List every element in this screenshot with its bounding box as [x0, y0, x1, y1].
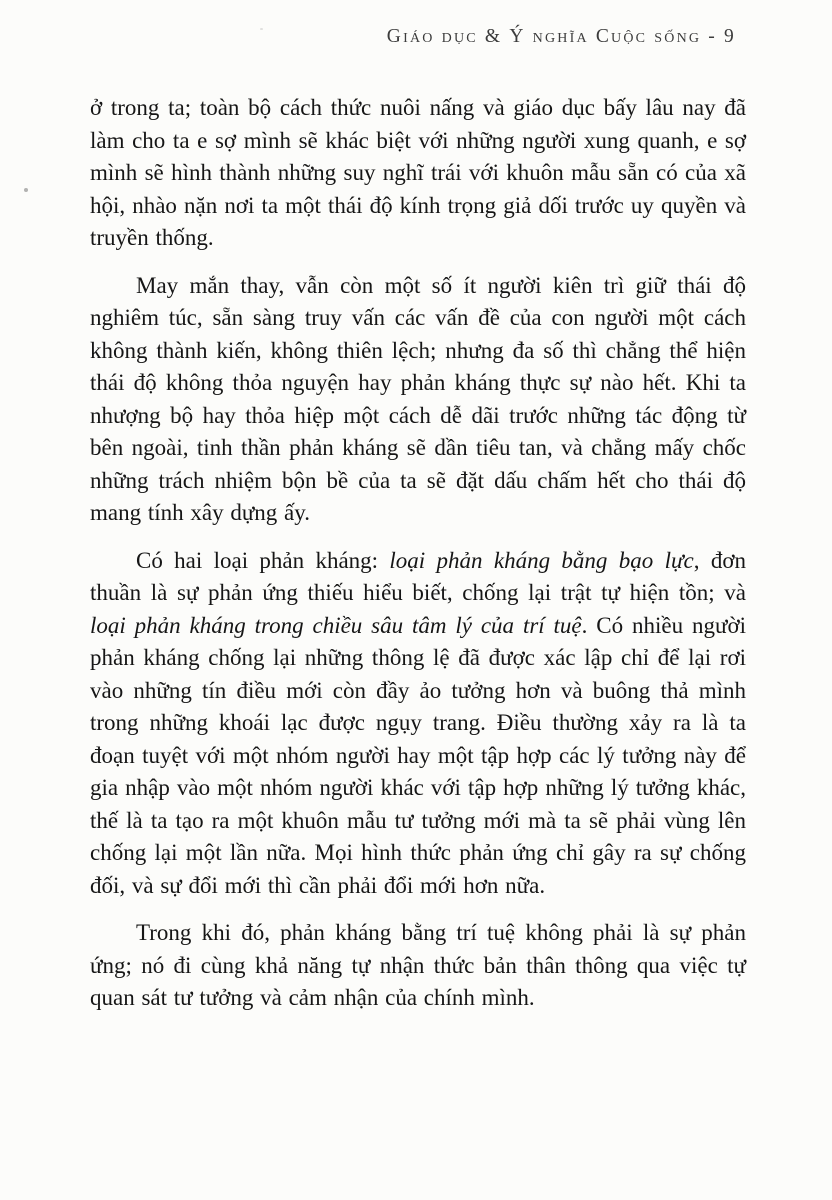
paragraph-4: [90, 917, 746, 1015]
text-run-italic: loại phản kháng trong chiều sâu tâm lý của trí tuệ: [90, 612, 582, 638]
scan-speck: [24, 188, 28, 192]
text-run: ở trong ta; toàn bộ cách thức nuôi nấng và giáo dục bấy lâu nay đã làm cho ta e sợ mình sẽ khác biệt với những người xung quanh, e sợ mình sẽ hình thành những suy nghĩ trái với khuôn mẫu sẵn có của xã hội, nhào nặn nơi ta một thái độ kính trọng giả dối trước uy quyền và truyền thống.: [90, 95, 746, 250]
running-header-text: Giáo dục & Ý nghĩa Cuộc sống - 9: [386, 26, 736, 47]
text-run: . Có nhiều người phản kháng chống lại những thông lệ đã được xác lập chỉ để lại rơi vào những tín điều mới còn đầy ảo tưởng hơn và buông thả mình trong những khoái lạc được ngụy trang. Điều thường xảy ra là ta đoạn tuyệt với một nhóm người hay một tập hợp các lý tưởng này để gia nhập vào một nhóm người khác với tập hợp những lý tưởng khác, thế là ta tạo ra một khuôn mẫu tư tưởng mới mà ta sẽ phải vùng lên chống lại một lần nữa. Mọi hình thức phản ứng chỉ gây ra sự chống đối, và sự đổi mới thì cần phải đổi mới hơn nữa.: [90, 612, 746, 898]
text-run: Có hai loại phản kháng:: [136, 547, 390, 573]
text-run: , đơn thuần là sự phản ứng thiếu hiểu biết, chống lại trật tự hiện tồn; và: [90, 547, 746, 605]
paragraph-2: [90, 270, 746, 530]
running-header: [387, 26, 736, 48]
text-run: Trong khi đó, phản kháng bằng trí tuệ không phải là sự phản ứng; nó đi cùng khả năng tự nhận thức bản thân thông qua việc tự quan sát tư tưởng và cảm nhận của chính mình.: [90, 920, 746, 1010]
page-body: [90, 92, 746, 1030]
paragraph-3: [90, 545, 746, 903]
text-run-italic: loại phản kháng bằng bạo lực: [389, 547, 694, 573]
paragraph-1: [90, 92, 746, 255]
scan-speck: [260, 28, 263, 30]
text-run: May mắn thay, vẫn còn một số ít người kiên trì giữ thái độ nghiêm túc, sẵn sàng truy vấn các vấn đề của con người một cách không thành kiến, không thiên lệch; nhưng đa số thì chẳng thể hiện thái độ không thỏa nguyện hay phản kháng thực sự nào hết. Khi ta nhượng bộ hay thỏa hiệp một cách dễ dãi trước những tác động từ bên ngoài, tinh thần phản kháng sẽ dần tiêu tan, và chẳng mấy chốc những trách nhiệm bộn bề của ta sẽ đặt dấu chấm hết cho thái độ mang tính xây dựng ấy.: [90, 272, 746, 525]
